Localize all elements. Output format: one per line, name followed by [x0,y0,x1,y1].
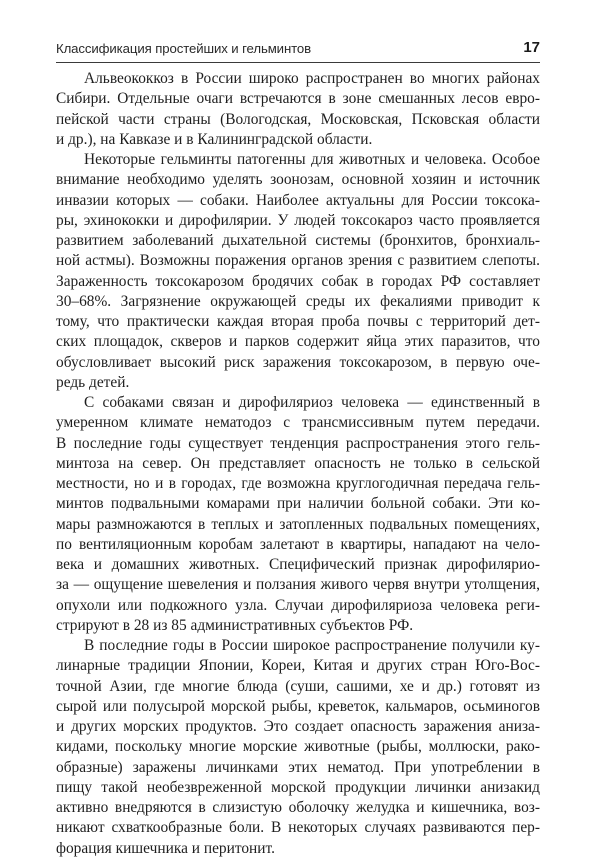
text-line: опухоли или подкожного узла. Случаи дирофиляриоза человека реги- [56,596,540,614]
text-line: ры, эхинококки и дирофилярии. У людей токсокароз часто проявляется [56,211,540,229]
text-line: форация кишечника и перитонит. [56,839,275,857]
paragraph-anisakiasis [56,636,540,859]
text-line: местности, но и в городах, где возможна круглогодичная передача гель- [56,475,540,492]
text-line: В последние годы в России широкое распространение получили ку- [84,637,540,654]
paragraph-alveococcosis [56,69,540,150]
text-line: стрируют в 28 из 85 административных субъектов РФ. [56,616,414,634]
text-line: пейской части страны (Вологодская, Московская, Псковская области [56,110,540,128]
paragraph-dirofilariasis [56,393,540,636]
text-line: и др.), на Кавказе и в Калининградской области. [56,130,373,148]
text-line: точной Азии, где многие блюда (суши, сашими, хе и др.) готовят из [56,677,540,695]
text-line: внимание необходимо уделять зоонозам, основной хозяин и источник [56,171,540,189]
text-line: Сибири. Отдельные очаги встречаются в зоне смешанных лесов евро- [56,90,540,108]
body-text [56,69,540,859]
text-line: инвазии которых — собаки. Наиболее актуальны для России токсока- [56,191,540,209]
text-line: ной астмы). Возможны поражения органов зрения с развитием слепоты. [56,252,540,270]
text-line: и других морских продуктов. Это создает опасность заражения аниза- [56,718,540,735]
text-line: кидами, поскольку многие морские животные (рыбы, моллюски, рако- [56,738,540,756]
text-line: минтов подвальными комарами при наличии больной собаки. Эти ко- [56,495,540,513]
running-header-title: Классификация простейших и гельминтов [56,41,312,56]
text-line: Зараженность токсокарозом бродячих собак в городах РФ составляет [56,272,540,290]
text-line: сырой или полусырой морской рыбы, креветок, кальмаров, осьминогов [56,697,540,715]
text-line: Альвеококкоз в России широко распространен во многих районах [84,70,540,87]
text-line: С собаками связан и дирофиляриоз человека — единственный в [84,394,540,411]
text-line: ских площадок, скверов и парков содержит яйца этих паразитов, что [56,333,540,351]
text-line: Некоторые гельминты патогенны для животных и человека. Особое [84,151,540,168]
text-line: умеренном климате нематодоз с трансмиссивным путем передачи. [56,414,540,432]
text-line: века и домашних животных. Специфический признак дирофилярио- [56,556,540,573]
text-line: В последние годы существует тенденция распространения этого гель- [56,434,540,452]
text-line: по вентиляционным коробам залетают в квартиры, нападают на чело- [56,535,540,553]
text-line: мары размножаются в теплых и затопленных подвальных помещениях, [56,515,540,533]
text-line: пищу такой необезвреженной морской продукции личинки анизакид [56,778,540,796]
text-line: минтоза на север. Он представляет опасность не только в сельской [56,454,540,472]
text-line: тому, что практически каждая вторая проба почвы с территорий дет- [56,313,540,330]
text-line: образные) заражены личинками этих нематод. При употреблении в [56,758,540,776]
running-header [56,36,540,63]
text-line: линарные традиции Японии, Кореи, Китая и других стран Юго-Вос- [56,657,540,675]
text-line: редь детей. [56,373,130,391]
text-line: развитием заболеваний дыхательной системы (бронхитов, бронхиаль- [56,232,540,249]
text-line: активно внедряются в слизистую оболочку желудка и кишечника, воз- [56,799,540,816]
paragraph-zoonoses [56,150,540,393]
text-line: за — ощущение шевеления и ползания живого червя внутри утолщения, [56,576,540,594]
page-number: 17 [523,39,540,56]
text-line: обусловливает высокий риск заражения токсокарозом, в первую оче- [56,353,540,371]
text-line: 30–68%. Загрязнение окружающей среды их фекалиями приводит к [56,292,540,310]
text-line: никают схваткообразные боли. В некоторых случаях развиваются пер- [56,819,540,837]
